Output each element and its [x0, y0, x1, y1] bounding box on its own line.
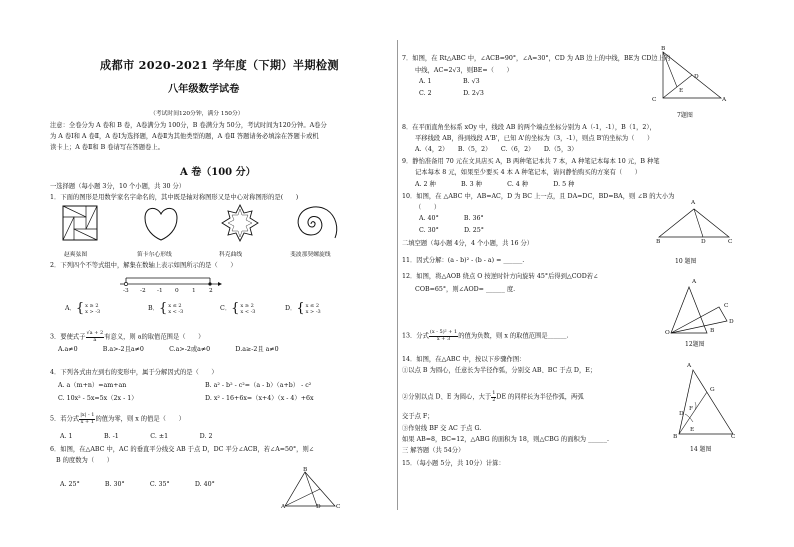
part2-heading: 二填空题（每小题 4分，4 个小题，共 16 分）: [402, 240, 534, 247]
q6-point-label: A: [281, 504, 286, 510]
q14-point-label: D: [679, 411, 684, 417]
q12-point-label: O: [665, 330, 670, 336]
q10-point-label: D: [701, 239, 706, 245]
question-14-line-5: ③作射线 BF 交 AC 于点 G.: [402, 425, 482, 432]
q12-point-label: D: [729, 319, 734, 325]
question-6-line-2: B 的度数为（ ）: [56, 457, 114, 464]
q7-point-label: C: [652, 97, 657, 103]
question-9-line-2: 记本每本 8 元，如果至少要买 4 本 A 种笔记本，请问静怡购买的方案有（ ）: [415, 169, 642, 176]
q5-options: A. 1 B. -1 C. ±1 D. 2: [60, 433, 213, 440]
q10-caption: 10 题图: [675, 258, 697, 265]
number-line-figure: [118, 272, 222, 296]
question-14-line-4: 交于点 F；: [402, 413, 434, 420]
q10-point-label: C: [728, 239, 733, 245]
page-subtitle: 八年级数学试卷: [168, 83, 240, 95]
q2-option-d: D．{ x ≤ 2 x > -3: [285, 301, 321, 316]
question-2: 2．下列四个不等式组中，解集在数轴上表示如图所示的是（ ）: [50, 262, 237, 269]
cardioid-curve: [142, 204, 180, 242]
q6-options: A. 25° B. 30° C. 35° D. 40°: [60, 481, 215, 488]
q7-triangle-figure: [655, 48, 725, 103]
question-14-line-6: 如果 AB=8，BC=12，△ABG 的面积为 18，则△CBG 的面积为 ______.: [402, 436, 609, 443]
q1-label-c: 科克曲线: [219, 252, 243, 258]
q6-point-label: D: [316, 504, 321, 510]
question-7-line-2: 中线，AC=2√3，则BE=（ ）: [415, 67, 513, 74]
page-title: 成都市 2020-2021 学年度（下期）半期检测: [100, 58, 339, 72]
q7-point-label: D: [694, 74, 699, 80]
question-1: 1．下面的图形是用数学家名字命名的，其中既是轴对称图形又是中心对称图形的是( ): [50, 194, 299, 201]
question-9-line-1: 9．静怡准备用 70 元在文具店买 A，B 两种笔记本共 7 本，A 种笔记本每本 10 元，B 种笔: [402, 158, 660, 165]
q10-options-2: C. 30° D. 25°: [419, 227, 484, 234]
question-8-line-2: 平移线段 AB，得到线段 A'B'，已知 A'的坐标为（3，-1），则点 B'的坐标为（ ）: [415, 135, 654, 142]
question-14-line-3: ②分别以点 D、E 为圆心，大于 $\frac{1}{2}$ DE 的同样长为半径作弧，两弧: [402, 390, 584, 403]
question-10-line-1: 10．如图，在 △ABC 中，AB=AC，D 为 BC 上一点，且 DA=DC，BD=BA，则 ∠B 的大小为: [402, 193, 675, 200]
fibonacci-spiral: [293, 202, 343, 244]
notice-line-2: 为 A 卷Ⅰ和 A 卷Ⅱ，A 卷Ⅰ为选择题，A卷Ⅱ为其他类型的题，A 卷Ⅱ 答题请务必填涂在答题卡或机: [50, 133, 319, 140]
part1-heading: 一选择题（每小题 3分，10 个小题，共 30 分）: [50, 183, 186, 190]
q10-point-label: A: [691, 200, 696, 206]
q6-point-label: C: [336, 504, 341, 510]
q14-point-label: A: [687, 363, 692, 369]
q14-point-label: G: [710, 387, 715, 393]
question-4: 4．下列各式由左到右的变形中，属于分解因式的是（ ）: [50, 369, 218, 376]
q6-point-label: B: [303, 467, 308, 473]
q1-label-a: 赵爽弦图: [64, 252, 88, 258]
question-11: 11．因式分解：(a - b)² - (b - a) = ______.: [402, 257, 525, 264]
q1-label-b: 笛卡尔心形线: [137, 252, 172, 258]
q10-point-label: B: [656, 239, 661, 245]
q7-point-label: A: [722, 97, 727, 103]
q3-options: A.a≠0 B.a>-2且a≠0 C.a>-2或a≠0 D.a≥-2且 a≠0: [58, 346, 279, 353]
q14-point-label: F: [689, 406, 694, 412]
question-12-line-1: 12．如图，将△AOB 绕点 O 按逆时针方向旋转 45°后得到△COD若∠: [402, 273, 599, 280]
q4-option-a: A. a（m+n）=am+an: [58, 382, 127, 389]
q2-option-c: C．{ x ≥ 2 x < -3: [220, 301, 256, 316]
axis-tick-label: 1: [192, 288, 196, 294]
question-14-line-1: 14．如图，在△ABC 中，按以下步骤作图：: [402, 356, 526, 363]
koch-snowflake: [220, 203, 260, 243]
question-3: 3．要使式子 $\frac{√a + 2}{a}$ 有意义，则 a的取值范围是（ ）: [50, 330, 205, 343]
question-12-line-2: COB=65°，则∠AOD= ______ 度.: [415, 286, 516, 293]
axis-tick-label: 0: [175, 288, 179, 294]
q7-caption: 7题图: [677, 112, 693, 119]
q4-option-d: D. x² - 16+6x=（x+4）（x - 4）+6x: [205, 395, 314, 402]
q4-option-c: C. 10x² - 5x=5x（2x - 1）: [58, 395, 138, 402]
question-7-line-1: 7．如图，在 Rt△ABC 中，∠ACB=90°，∠A=30°，CD 为 AB 边上的中线，BE为 CD边上的: [402, 55, 671, 62]
q8-options: A.（4，2） B.（5，2） C.（6，2） D.（5，3）: [415, 146, 578, 153]
q6-triangle-figure: [281, 468, 339, 510]
q4-option-b: B. a² - b² - c²=（a - b）（a+b） - c²: [205, 382, 312, 389]
q12-caption: 12题图: [685, 341, 705, 348]
notice-line-3: 读卡上；A 卷Ⅱ和 B 卷请写在答题卷上。: [50, 144, 164, 151]
question-8-line-1: 8．在平面直角坐标系 xOy 中，线段 AB 的两个端点坐标分别为 A（-1，-1），B（1，2），: [402, 124, 656, 131]
q12-point-label: B: [710, 328, 715, 334]
zhao-shuang-diagram: [62, 205, 98, 241]
q14-caption: 14 题图: [690, 446, 712, 453]
q7-options-2: C. 2 D. 2√3: [419, 90, 484, 97]
q2-option-a: A．{ x ≥ 2 x > -3: [65, 301, 101, 316]
notice-line-1: 注意：全卷分为 A 卷和 B 卷，A卷满分为 100分，B 卷满分为 50分，考试时间为120分钟。A卷分: [50, 122, 327, 129]
q14-construction-figure: [675, 366, 737, 438]
q12-point-label: A: [692, 279, 697, 285]
part3-heading: 三 解答题（共 54分）: [402, 447, 465, 454]
q14-point-label: E: [690, 427, 695, 433]
q1-label-d: 斐波那契螺旋线: [290, 252, 331, 258]
axis-tick-label: 2: [209, 288, 213, 294]
q10-options-1: A. 40° B. 36°: [419, 215, 484, 222]
right-column: [397, 0, 794, 547]
q12-point-label: C: [724, 303, 729, 309]
axis-tick-label: -3: [123, 288, 129, 294]
q7-point-label: B: [661, 46, 666, 52]
q14-point-label: C: [731, 434, 736, 440]
axis-tick-label: -2: [140, 288, 146, 294]
q7-point-label: E: [679, 88, 684, 94]
q9-options: A. 2 种 B. 3 种 C. 4 种 D. 5 种: [415, 181, 575, 188]
q14-point-label: B: [673, 434, 678, 440]
section-a-title: A 卷（100 分）: [180, 167, 256, 178]
question-10-line-2: （ ）: [415, 204, 441, 211]
axis-tick-label: -1: [157, 288, 163, 294]
q7-options-1: A. 1 B. √3: [419, 78, 480, 85]
question-14-line-2: ①以点 B 为圆心，任意长为半径作弧，分别交 AB、BC 于点 D，E；: [402, 367, 597, 374]
q2-option-b: B．{ x ≤ 2 x < -3: [148, 301, 184, 316]
question-13: 13．分式 $\frac{\text{(x - 5)² + 1}}{x + 3}$ 的值为负数，则 x 的取值范围是______.: [402, 329, 569, 342]
question-6-line-1: 6．如图，在△ABC 中，AC 的垂直平分线交 AB 于点 D，DC 平分∠ACB，若∠A=50°，则∠: [50, 446, 315, 453]
exam-info: （考试时间120分钟，满分 150分）: [150, 111, 244, 117]
question-15: 15．（每小题 5分，共 10分）计算：: [402, 460, 505, 467]
question-5: 5．若分式 $\frac{|x| - 1}{x + 1}$ 的值为零，则 x 的值是（ ）: [50, 412, 185, 425]
q10-triangle-figure: [655, 205, 735, 241]
